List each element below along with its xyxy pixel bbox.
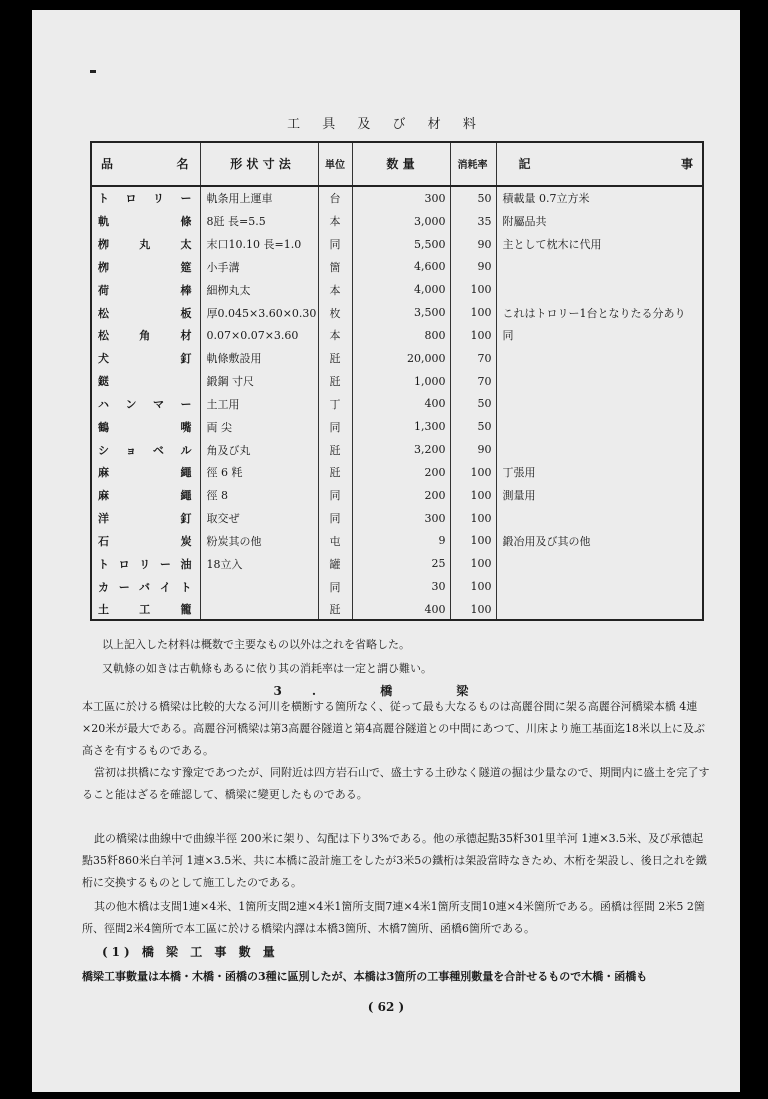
cell-size: 細栁丸太 (200, 278, 318, 301)
cell-note: 附屬品共 (496, 210, 704, 233)
table-row (90, 370, 704, 393)
table-row (90, 484, 704, 507)
cell-name: カーバイト (98, 580, 192, 594)
cell-note (496, 392, 704, 415)
cell-size: 小手溝 (200, 256, 318, 279)
cell-size: 18立入 (200, 552, 318, 575)
cell-name: トロリー油 (98, 557, 192, 571)
cell-name: 土工籠 (98, 603, 192, 617)
cell-unit: 屯 (318, 529, 352, 552)
cell-qty: 200 (352, 484, 450, 507)
last-line: 橋梁工事數量は本橋・木橋・函橋の3種に區別したが、本橋は3箇所の工事種別數量を合計せるもので木橋・函橋も (82, 970, 648, 983)
cell-rate: 100 (450, 324, 496, 347)
cell-size: 0.07×0.07×3.60 (200, 324, 318, 347)
cell-unit: 瓩 (318, 370, 352, 393)
cell-note (496, 370, 704, 393)
header-unit: 単位 (318, 141, 352, 186)
cell-name: 松角材 (98, 329, 192, 343)
cell-unit: 同 (318, 233, 352, 256)
cell-rate: 100 (450, 461, 496, 484)
cell-rate: 90 (450, 233, 496, 256)
cell-qty: 200 (352, 461, 450, 484)
cell-qty: 4,000 (352, 278, 450, 301)
cell-qty: 400 (352, 392, 450, 415)
cell-unit: 同 (318, 507, 352, 530)
paragraph-2: 當初は拱橋になす豫定であつたが、同附近は四方岩石山で、盛土する土砂なく隧道の掘は少量なので、期間内に盛土を完了すること能はざるを確認して、橋梁に變更したものである。 (82, 766, 710, 801)
cell-qty: 3,500 (352, 301, 450, 324)
table-row (90, 598, 704, 621)
cell-unit: 本 (318, 210, 352, 233)
page-title: 工 具 及 び 材 料 (287, 117, 485, 132)
table-row (90, 301, 704, 324)
cell-qty: 800 (352, 324, 450, 347)
cell-note (496, 415, 704, 438)
cell-unit: 罐 (318, 552, 352, 575)
cell-rate: 90 (450, 256, 496, 279)
cell-name: 石炭 (98, 534, 192, 548)
cell-rate: 35 (450, 210, 496, 233)
cell-note: 測量用 (496, 484, 704, 507)
cell-qty: 1,000 (352, 370, 450, 393)
cell-rate: 90 (450, 438, 496, 461)
paragraph-1: 本工區に於ける橋梁は比較的大なる河川を横断する箇所なく、従って最も大なるものは高麗谷間に架る高麗谷河橋梁本橋 4連×20米が最大である。高麗谷河橋梁は第3高麗谷隧道と第4高麗谷隧道との中間にあつて、川床より施工基面迄18米以上に及ぶ高さを有するものである。 (82, 700, 705, 757)
cell-size: 軌條敷設用 (200, 347, 318, 370)
cell-name: 荷棒 (98, 283, 192, 297)
cell-rate: 100 (450, 598, 496, 621)
cell-size (200, 598, 318, 621)
cell-name: 鶴嘴 (98, 420, 192, 434)
cell-rate: 100 (450, 507, 496, 530)
cell-name: 軌條 (98, 215, 192, 229)
table-row (90, 507, 704, 530)
cell-name: トロリー (98, 192, 192, 206)
cell-unit: 瓩 (318, 598, 352, 621)
header-qty: 数 量 (352, 141, 450, 186)
cell-size: 取交ぜ (200, 507, 318, 530)
cell-qty: 1,300 (352, 415, 450, 438)
cell-rate: 50 (450, 392, 496, 415)
cell-qty: 400 (352, 598, 450, 621)
header-name: 品 名 (90, 141, 200, 186)
cell-size: 徑 6 粍 (200, 461, 318, 484)
cell-qty: 5,500 (352, 233, 450, 256)
subheading: (1) 橋 梁 工 事 數 量 (102, 945, 279, 959)
cell-name: 栁丸太 (98, 238, 192, 252)
cell-size: 角及び丸 (200, 438, 318, 461)
cell-rate: 100 (450, 529, 496, 552)
table-row (90, 324, 704, 347)
cell-size (200, 575, 318, 598)
table-row (90, 233, 704, 256)
cell-note: 主として枕木に代用 (496, 233, 704, 256)
paragraph-4: 其の他木橋は支間1連×4米、1箇所支間2連×4米1箇所支間7連×4米1箇所支間10連×4米箇所である。函橋は徑間 2米5 2箇所、徑間2米4箇所で本工區に於ける橋梁内譯は本橋3箇所、木橋7箇所、函橋6箇所である。 (82, 900, 705, 935)
cell-note (496, 438, 704, 461)
cell-note: 同 (496, 324, 704, 347)
cell-size: 8瓩 長=5.5 (200, 210, 318, 233)
table-row (90, 392, 704, 415)
cell-qty: 9 (352, 529, 450, 552)
cell-name: ショベル (98, 443, 192, 457)
header-note: 記 事 (496, 141, 704, 186)
cell-name: 松板 (98, 306, 192, 320)
cell-unit: 瓩 (318, 461, 352, 484)
cell-qty: 3,200 (352, 438, 450, 461)
cell-size: 粉炭其の他 (200, 529, 318, 552)
cell-note (496, 575, 704, 598)
cell-unit: 本 (318, 324, 352, 347)
cell-size: 両 尖 (200, 415, 318, 438)
cell-rate: 70 (450, 370, 496, 393)
cell-unit: 枚 (318, 301, 352, 324)
table-row (90, 438, 704, 461)
cell-note (496, 256, 704, 279)
cell-note (496, 552, 704, 575)
cell-note (496, 278, 704, 301)
cell-name: 麻繩 (98, 466, 192, 480)
document-page (32, 10, 740, 1092)
cell-unit: 丁 (318, 392, 352, 415)
table-row (90, 186, 704, 210)
page-number: ( 62 ) (367, 1000, 405, 1014)
cell-unit: 同 (318, 484, 352, 507)
table-row (90, 529, 704, 552)
cell-rate: 70 (450, 347, 496, 370)
table-row (90, 575, 704, 598)
cell-rate: 100 (450, 575, 496, 598)
cell-note (496, 507, 704, 530)
cell-unit: 台 (318, 186, 352, 210)
cell-unit: 同 (318, 575, 352, 598)
table-row (90, 461, 704, 484)
cell-name: 麻繩 (98, 489, 192, 503)
cell-note: 丁張用 (496, 461, 704, 484)
cell-name: 犬釘 (98, 352, 192, 366)
table-header-row (90, 141, 704, 186)
cell-qty: 3,000 (352, 210, 450, 233)
section-heading: 3. 橋 梁 (273, 684, 499, 698)
table-row (90, 552, 704, 575)
cell-size: 厚0.045×3.60×0.30 (200, 301, 318, 324)
cell-note: 鍛冶用及び其の他 (496, 529, 704, 552)
cell-rate: 100 (450, 301, 496, 324)
table-row (90, 415, 704, 438)
cell-qty: 25 (352, 552, 450, 575)
cell-size: 軌条用上運車 (200, 186, 318, 210)
cell-unit: 箇 (318, 256, 352, 279)
cell-name: 洋釘 (98, 512, 192, 526)
cell-unit: 瓩 (318, 347, 352, 370)
cell-rate: 50 (450, 415, 496, 438)
header-size: 形 状 寸 法 (200, 141, 318, 186)
cell-size: 鍛鋼 寸尺 (200, 370, 318, 393)
cell-rate: 100 (450, 278, 496, 301)
cell-rate: 100 (450, 552, 496, 575)
paragraph-3: 此の橋梁は曲線中で曲線半徑 200米に架り、勾配は下り3%である。他の承德起點35粁301里羊河 1連×3.5米、及び承德起點35粁860米白羊河 1連×3.5米、共に本橋に設計施工をしたが3米5の鐵桁は架設當時なきため、木桁を架設し、後日之れを鐵桁に交換するものとして施工したのである。 (82, 832, 707, 889)
cell-note: 積載量 0.7立方米 (496, 186, 704, 210)
cell-qty: 4,600 (352, 256, 450, 279)
cell-note: これはトロリー1台となりたる分あり (496, 301, 704, 324)
cell-qty: 300 (352, 507, 450, 530)
header-rate: 消耗率 (450, 141, 496, 186)
cell-qty: 300 (352, 186, 450, 210)
cell-unit: 本 (318, 278, 352, 301)
cell-qty: 30 (352, 575, 450, 598)
cell-unit: 瓩 (318, 438, 352, 461)
cell-name: 鎹 (98, 375, 109, 389)
cell-size: 土工用 (200, 392, 318, 415)
ink-mark (90, 70, 96, 73)
note-2: 又軌條の如きは古軌條もあるに依り其の消耗率は一定と謂ひ難い。 (102, 662, 432, 675)
cell-name: 栁筵 (98, 260, 192, 274)
table-row (90, 278, 704, 301)
cell-note (496, 598, 704, 621)
cell-rate: 50 (450, 186, 496, 210)
cell-size: 徑 8 (200, 484, 318, 507)
cell-qty: 20,000 (352, 347, 450, 370)
cell-name: ハンマー (98, 397, 192, 411)
table-row (90, 210, 704, 233)
cell-rate: 100 (450, 484, 496, 507)
table-row (90, 256, 704, 279)
cell-unit: 同 (318, 415, 352, 438)
materials-table (90, 141, 704, 621)
note-1: 以上記入した材料は概数で主要なもの以外は之れを省略した。 (102, 638, 410, 651)
table-row (90, 347, 704, 370)
cell-note (496, 347, 704, 370)
cell-size: 末口10.10 長=1.0 (200, 233, 318, 256)
